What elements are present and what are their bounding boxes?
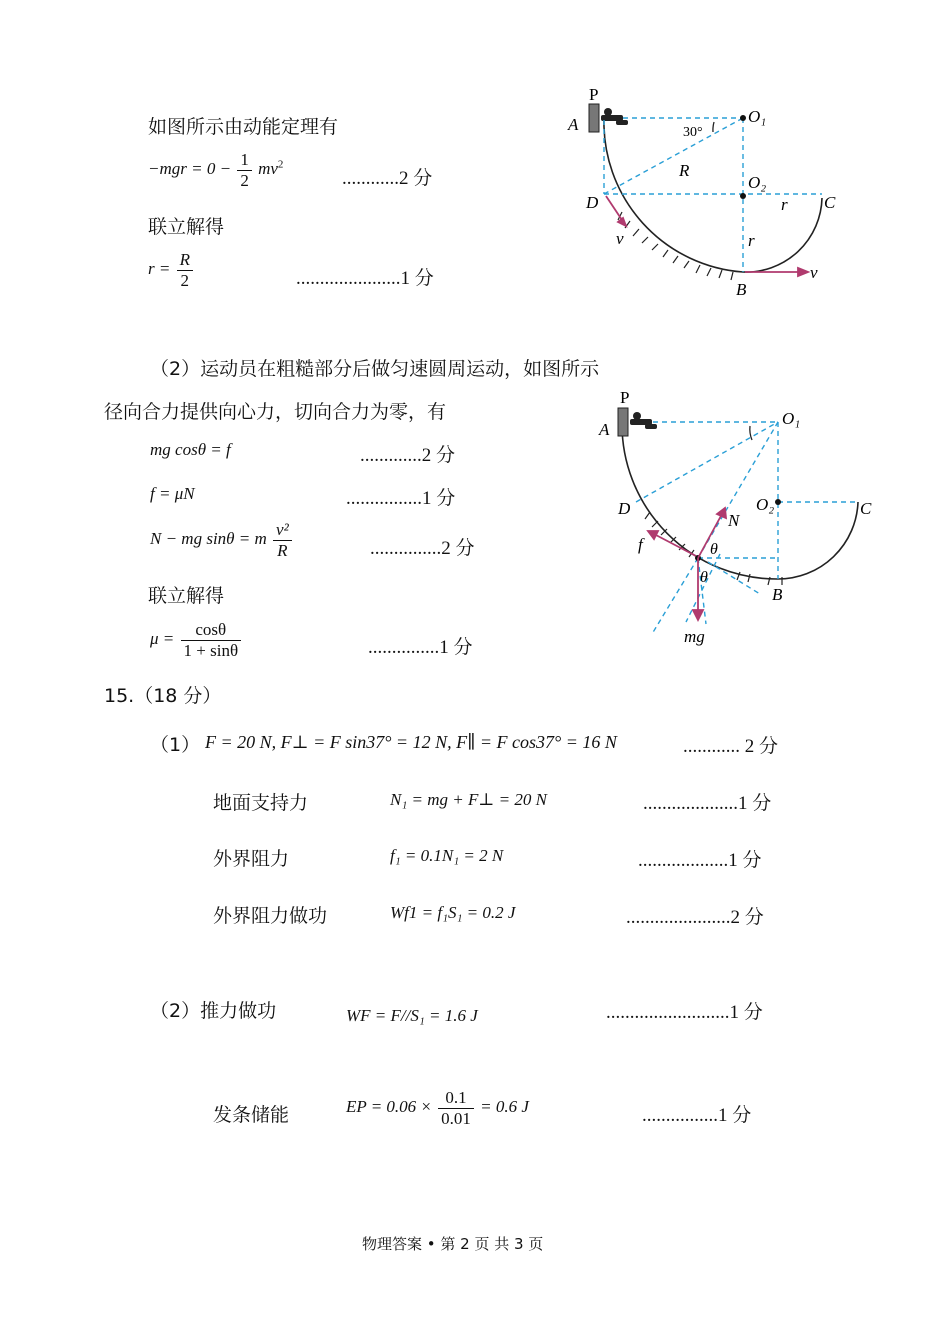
fig2-label-o1: O₁ [782, 409, 801, 428]
part1-eq2-left: r = [148, 258, 171, 278]
fig2-label-c: C [860, 499, 872, 518]
q15-sub3-right: = 0.6 J [480, 1096, 529, 1116]
fig1-label-a: A [568, 115, 579, 134]
q15-sub2-score: ..........................1 分 [606, 1002, 763, 1023]
fig1-track-arc [604, 118, 822, 272]
figure-2 [590, 384, 890, 652]
fig2-athlete-icon [630, 412, 657, 429]
q15-sub1-formula: F = 20 N, F⊥ = F sin37° = 12 N, F∥ = F cos37° = 16 N [205, 732, 617, 752]
part1-eq1-right: mv [258, 158, 278, 178]
fig2-guides [636, 422, 858, 634]
q15-row3-label: 外界阻力做功 [213, 905, 328, 927]
part2-eq2-score: ................1 分 [346, 488, 456, 509]
fig1-label-b: B [736, 280, 747, 299]
part2-eq1: mg cosθ = f [150, 440, 231, 459]
fig2-label-d: D [618, 499, 631, 518]
part1-eq1-den: 2 [240, 170, 249, 190]
fig1-velocity-arrows [606, 196, 808, 276]
fig1-point-o2 [740, 193, 746, 199]
q15-sub1-score: ............ 2 分 [683, 736, 779, 757]
fig2-label-f: f [638, 535, 643, 554]
page-footer: 物理答案 • 第 2 页 共 3 页 [362, 1235, 544, 1253]
fig1-point-o1 [740, 115, 746, 121]
part2-eq3-num: v² [273, 520, 292, 541]
q15-sub2-formula: WF = F//S₁ = 1.6 J [346, 1006, 478, 1025]
fig1-label-d: D [586, 193, 599, 212]
q15-sub3-score: ................1 分 [642, 1105, 752, 1126]
part1-eq2-fraction [177, 250, 193, 290]
q15-row2-score: ...................1 分 [638, 850, 762, 871]
fig1-angle-arc [713, 122, 714, 132]
fig2-label-o2: O₂ [756, 495, 775, 514]
part1-eq2-score: ......................1 分 [296, 268, 434, 289]
q15-sub3-num: 0.1 [438, 1088, 474, 1109]
part1-eq1-fraction [237, 150, 252, 190]
fig1-label-r1: r [781, 195, 788, 214]
q15-title: 15.（18 分） [104, 685, 222, 707]
fig1-hatch [618, 212, 733, 280]
figure-1 [560, 82, 860, 304]
fig1-wall [589, 104, 599, 132]
part2-eq4-score: ...............1 分 [368, 637, 473, 658]
q15-sub2-label: （2）推力做功 [150, 1000, 277, 1022]
part2-eq4-left: μ = [150, 628, 175, 648]
part2-line2: 径向合力提供向心力，切向合力为零，有 [104, 401, 447, 423]
fig1-label-p: P [589, 85, 599, 104]
part1-eq1-score: ............2 分 [342, 168, 433, 189]
fig2-label-mg: mg [684, 627, 705, 646]
fig2-label-a: A [599, 420, 610, 439]
q15-sub3-formula [346, 1088, 529, 1128]
fig2-label-b: B [772, 585, 783, 604]
part2-eq3 [150, 520, 294, 560]
fig1-athlete-icon [601, 108, 628, 125]
part2-solve-label: 联立解得 [148, 585, 225, 607]
part1-eq2-num: R [177, 250, 193, 271]
part1-eq1-left: −mgr = 0 − [148, 158, 232, 178]
fig2-label-theta1: θ [710, 541, 718, 558]
q15-row2-label: 外界阻力 [213, 848, 290, 870]
part2-eq3-score: ...............2 分 [370, 538, 475, 559]
q15-sub3-left: EP = 0.06 × [346, 1096, 432, 1116]
part2-eq3-den: R [277, 540, 288, 560]
fig1-label-o2: O₂ [748, 173, 767, 192]
part2-line1: （2）运动员在粗糙部分后做匀速圆周运动，如图所示 [150, 358, 600, 380]
fig1-label-v2: v [810, 263, 818, 282]
part2-eq1-score: .............2 分 [360, 445, 456, 466]
fig2-label-n: N [728, 511, 740, 530]
fig1-label-v1: v [616, 229, 624, 248]
q15-row3-score: ......................2 分 [626, 907, 764, 928]
part1-eq1-num: 1 [237, 150, 252, 171]
fig1-label-r-big: R [679, 161, 690, 180]
part2-eq4-fraction [181, 620, 242, 660]
q15-sub3-den: 0.01 [441, 1108, 471, 1128]
part1-eq2 [148, 250, 195, 290]
part2-eq3-fraction [273, 520, 292, 560]
fig1-label-c: C [824, 193, 836, 212]
q15-sub3-label: 发条储能 [213, 1104, 290, 1126]
fig2-track-arc [622, 422, 858, 579]
part2-eq4-num: cosθ [181, 620, 242, 641]
fig2-wall [618, 408, 628, 436]
fig2-point-o2 [775, 499, 781, 505]
part1-eq2-den: 2 [180, 270, 190, 290]
q15-row1-score: ....................1 分 [643, 793, 772, 814]
fig1-label-o1: O₁ [748, 107, 767, 126]
part1-solve-label: 联立解得 [148, 216, 225, 238]
part2-eq4-den: 1 + sinθ [183, 640, 239, 660]
part1-intro: 如图所示由动能定理有 [148, 116, 339, 138]
fig2-label-p: P [620, 388, 630, 407]
q15-sub3-fraction [438, 1088, 474, 1128]
part1-eq1-sup: 2 [277, 158, 284, 171]
q15-row1-formula: N₁ = mg + F⊥ = 20 N [390, 790, 547, 809]
fig1-label-r2: r [748, 231, 755, 250]
fig1-label-angle: 30° [683, 125, 703, 140]
q15-row2-formula: f₁ = 0.1N₁ = 2 N [390, 846, 504, 865]
fig2-label-theta2: θ [700, 569, 708, 586]
part1-eq1 [148, 150, 283, 190]
part2-eq4 [150, 620, 243, 660]
part2-eq2: f = μN [150, 484, 195, 503]
q15-row3-formula: Wf1 = f₁S₁ = 0.2 J [390, 903, 516, 922]
fig1-guides [604, 118, 822, 272]
q15-sub1-label: （1） [150, 734, 201, 756]
q15-row1-label: 地面支持力 [213, 792, 309, 814]
part2-eq3-left: N − mg sinθ = m [150, 528, 267, 548]
